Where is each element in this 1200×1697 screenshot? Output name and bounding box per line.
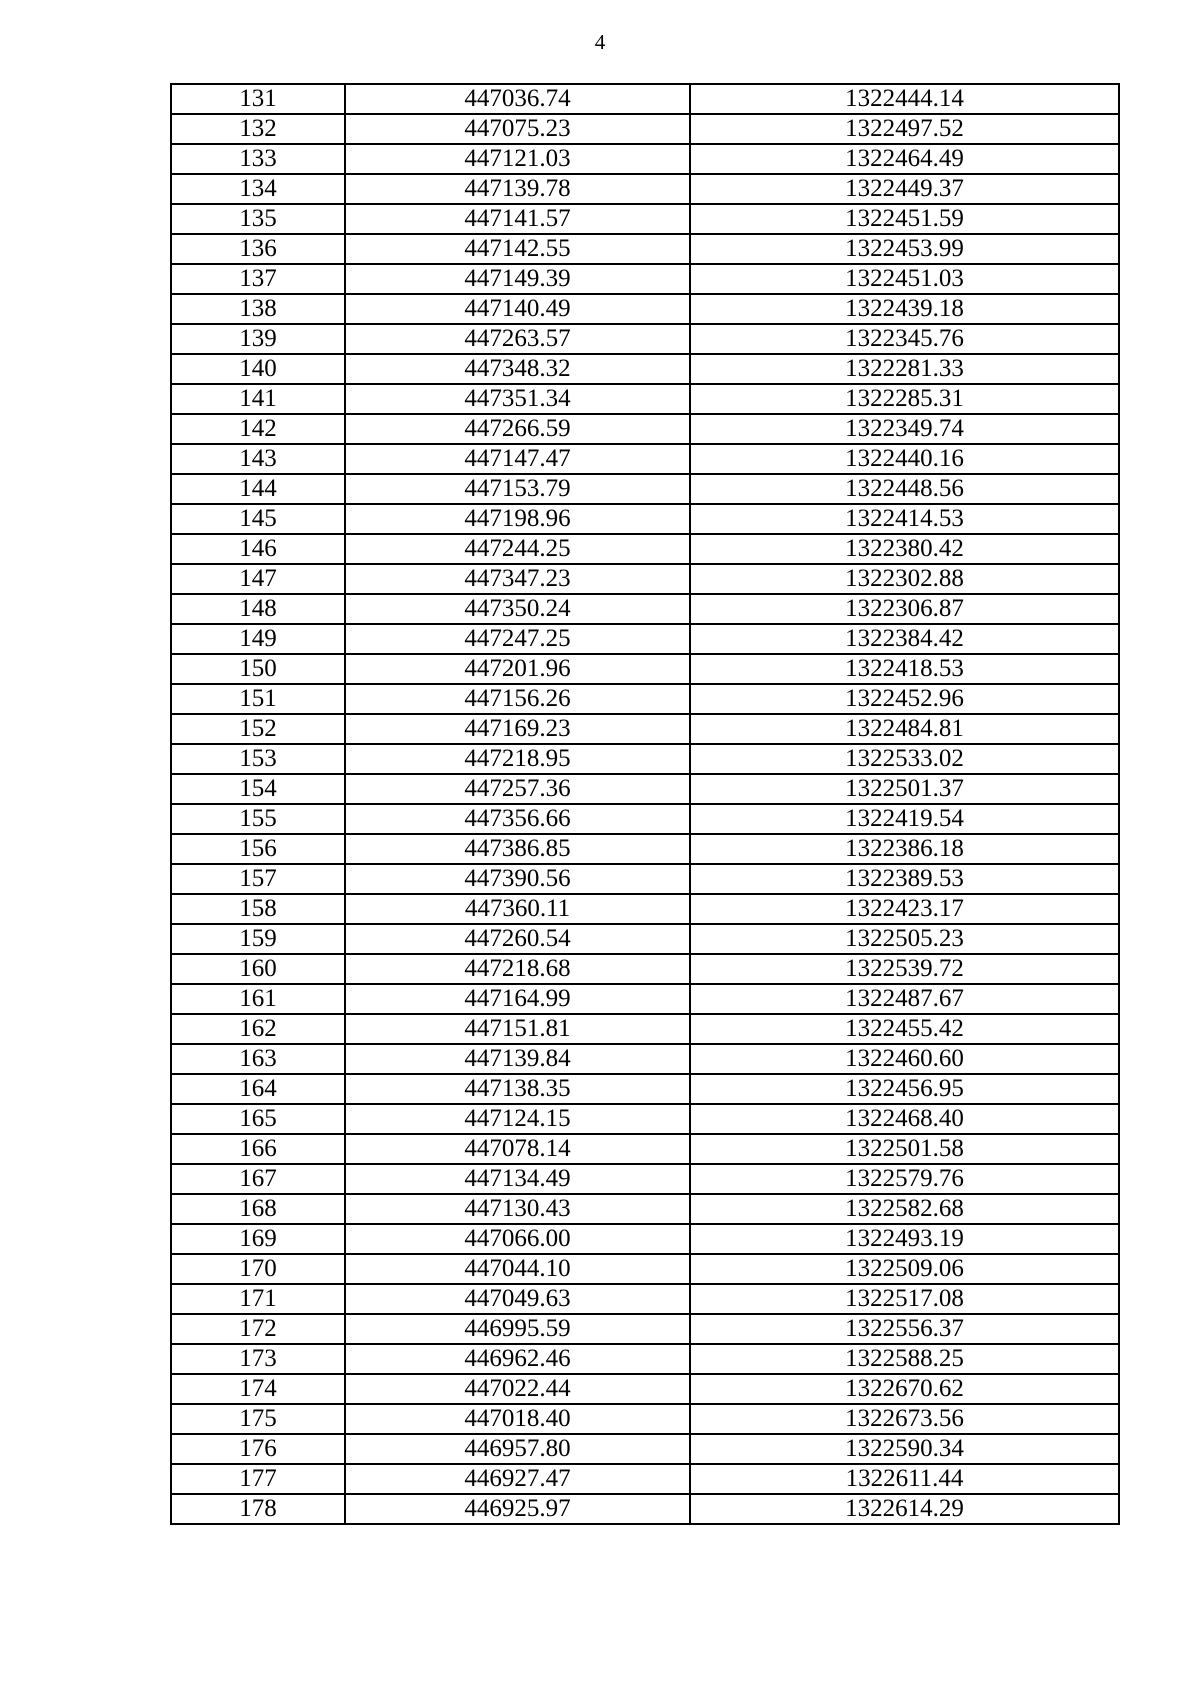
x-coordinate-cell: 447140.49 (345, 294, 690, 324)
coordinates-table-body (171, 84, 1119, 1524)
point-number-cell: 146 (171, 534, 345, 564)
x-coordinate-cell: 447260.54 (345, 924, 690, 954)
y-coordinate-cell: 1322611.44 (690, 1464, 1119, 1494)
point-number-cell: 144 (171, 474, 345, 504)
x-coordinate-cell: 447130.43 (345, 1194, 690, 1224)
point-number-cell: 154 (171, 774, 345, 804)
table-row (171, 1344, 1119, 1374)
table-row (171, 1374, 1119, 1404)
x-coordinate-cell: 447142.55 (345, 234, 690, 264)
point-number-cell: 177 (171, 1464, 345, 1494)
point-number-cell: 145 (171, 504, 345, 534)
table-row (171, 474, 1119, 504)
table-row (171, 864, 1119, 894)
table-row (171, 1074, 1119, 1104)
y-coordinate-cell: 1322497.52 (690, 114, 1119, 144)
x-coordinate-cell: 447049.63 (345, 1284, 690, 1314)
table-row (171, 1404, 1119, 1434)
y-coordinate-cell: 1322579.76 (690, 1164, 1119, 1194)
table-row (171, 84, 1119, 114)
table-row (171, 264, 1119, 294)
table-row (171, 1314, 1119, 1344)
y-coordinate-cell: 1322468.40 (690, 1104, 1119, 1134)
y-coordinate-cell: 1322349.74 (690, 414, 1119, 444)
x-coordinate-cell: 447022.44 (345, 1374, 690, 1404)
point-number-cell: 138 (171, 294, 345, 324)
table-row (171, 594, 1119, 624)
table-row (171, 234, 1119, 264)
y-coordinate-cell: 1322449.37 (690, 174, 1119, 204)
x-coordinate-cell: 447124.15 (345, 1104, 690, 1134)
x-coordinate-cell: 447036.74 (345, 84, 690, 114)
y-coordinate-cell: 1322556.37 (690, 1314, 1119, 1344)
point-number-cell: 172 (171, 1314, 345, 1344)
point-number-cell: 135 (171, 204, 345, 234)
table-row (171, 1014, 1119, 1044)
table-row (171, 684, 1119, 714)
y-coordinate-cell: 1322455.42 (690, 1014, 1119, 1044)
y-coordinate-cell: 1322505.23 (690, 924, 1119, 954)
point-number-cell: 166 (171, 1134, 345, 1164)
x-coordinate-cell: 447198.96 (345, 504, 690, 534)
point-number-cell: 173 (171, 1344, 345, 1374)
table-row (171, 504, 1119, 534)
y-coordinate-cell: 1322456.95 (690, 1074, 1119, 1104)
table-row (171, 804, 1119, 834)
x-coordinate-cell: 447151.81 (345, 1014, 690, 1044)
y-coordinate-cell: 1322487.67 (690, 984, 1119, 1014)
y-coordinate-cell: 1322419.54 (690, 804, 1119, 834)
coordinates-table (170, 83, 1120, 1525)
x-coordinate-cell: 447244.25 (345, 534, 690, 564)
point-number-cell: 156 (171, 834, 345, 864)
point-number-cell: 139 (171, 324, 345, 354)
y-coordinate-cell: 1322418.53 (690, 654, 1119, 684)
point-number-cell: 162 (171, 1014, 345, 1044)
table-row (171, 714, 1119, 744)
point-number-cell: 178 (171, 1494, 345, 1524)
table-row (171, 174, 1119, 204)
table-row (171, 984, 1119, 1014)
x-coordinate-cell: 447153.79 (345, 474, 690, 504)
x-coordinate-cell: 447356.66 (345, 804, 690, 834)
x-coordinate-cell: 446927.47 (345, 1464, 690, 1494)
table-row (171, 1164, 1119, 1194)
table-row (171, 204, 1119, 234)
table-row (171, 1194, 1119, 1224)
table-row (171, 924, 1119, 954)
y-coordinate-cell: 1322484.81 (690, 714, 1119, 744)
point-number-cell: 164 (171, 1074, 345, 1104)
point-number-cell: 176 (171, 1434, 345, 1464)
point-number-cell: 132 (171, 114, 345, 144)
table-row (171, 1284, 1119, 1314)
point-number-cell: 149 (171, 624, 345, 654)
y-coordinate-cell: 1322384.42 (690, 624, 1119, 654)
y-coordinate-cell: 1322448.56 (690, 474, 1119, 504)
y-coordinate-cell: 1322386.18 (690, 834, 1119, 864)
point-number-cell: 170 (171, 1254, 345, 1284)
table-row (171, 1494, 1119, 1524)
x-coordinate-cell: 446957.80 (345, 1434, 690, 1464)
table-row (171, 144, 1119, 174)
y-coordinate-cell: 1322453.99 (690, 234, 1119, 264)
point-number-cell: 159 (171, 924, 345, 954)
point-number-cell: 152 (171, 714, 345, 744)
x-coordinate-cell: 447351.34 (345, 384, 690, 414)
table-row (171, 1104, 1119, 1134)
x-coordinate-cell: 447263.57 (345, 324, 690, 354)
point-number-cell: 133 (171, 144, 345, 174)
table-row (171, 894, 1119, 924)
point-number-cell: 163 (171, 1044, 345, 1074)
x-coordinate-cell: 447164.99 (345, 984, 690, 1014)
point-number-cell: 171 (171, 1284, 345, 1314)
table-row (171, 1044, 1119, 1074)
point-number-cell: 151 (171, 684, 345, 714)
table-row (171, 834, 1119, 864)
y-coordinate-cell: 1322501.37 (690, 774, 1119, 804)
table-row (171, 1434, 1119, 1464)
point-number-cell: 136 (171, 234, 345, 264)
point-number-cell: 147 (171, 564, 345, 594)
x-coordinate-cell: 446995.59 (345, 1314, 690, 1344)
point-number-cell: 148 (171, 594, 345, 624)
table-row (171, 564, 1119, 594)
point-number-cell: 165 (171, 1104, 345, 1134)
point-number-cell: 158 (171, 894, 345, 924)
point-number-cell: 175 (171, 1404, 345, 1434)
table-row (171, 354, 1119, 384)
y-coordinate-cell: 1322444.14 (690, 84, 1119, 114)
x-coordinate-cell: 447149.39 (345, 264, 690, 294)
point-number-cell: 160 (171, 954, 345, 984)
x-coordinate-cell: 447218.68 (345, 954, 690, 984)
point-number-cell: 134 (171, 174, 345, 204)
point-number-cell: 137 (171, 264, 345, 294)
x-coordinate-cell: 447139.78 (345, 174, 690, 204)
x-coordinate-cell: 447075.23 (345, 114, 690, 144)
y-coordinate-cell: 1322451.59 (690, 204, 1119, 234)
table-row (171, 1134, 1119, 1164)
y-coordinate-cell: 1322614.29 (690, 1494, 1119, 1524)
y-coordinate-cell: 1322460.60 (690, 1044, 1119, 1074)
x-coordinate-cell: 447247.25 (345, 624, 690, 654)
table-row (171, 1254, 1119, 1284)
y-coordinate-cell: 1322389.53 (690, 864, 1119, 894)
table-row (171, 744, 1119, 774)
y-coordinate-cell: 1322345.76 (690, 324, 1119, 354)
point-number-cell: 155 (171, 804, 345, 834)
table-row (171, 624, 1119, 654)
x-coordinate-cell: 446962.46 (345, 1344, 690, 1374)
y-coordinate-cell: 1322451.03 (690, 264, 1119, 294)
point-number-cell: 153 (171, 744, 345, 774)
table-row (171, 534, 1119, 564)
table-row (171, 414, 1119, 444)
x-coordinate-cell: 447386.85 (345, 834, 690, 864)
x-coordinate-cell: 447121.03 (345, 144, 690, 174)
y-coordinate-cell: 1322501.58 (690, 1134, 1119, 1164)
y-coordinate-cell: 1322306.87 (690, 594, 1119, 624)
table-row (171, 384, 1119, 414)
point-number-cell: 174 (171, 1374, 345, 1404)
y-coordinate-cell: 1322285.31 (690, 384, 1119, 414)
point-number-cell: 140 (171, 354, 345, 384)
x-coordinate-cell: 447078.14 (345, 1134, 690, 1164)
y-coordinate-cell: 1322464.49 (690, 144, 1119, 174)
table-row (171, 114, 1119, 144)
point-number-cell: 143 (171, 444, 345, 474)
x-coordinate-cell: 447139.84 (345, 1044, 690, 1074)
table-row (171, 774, 1119, 804)
y-coordinate-cell: 1322414.53 (690, 504, 1119, 534)
y-coordinate-cell: 1322673.56 (690, 1404, 1119, 1434)
table-row (171, 324, 1119, 354)
y-coordinate-cell: 1322533.02 (690, 744, 1119, 774)
y-coordinate-cell: 1322380.42 (690, 534, 1119, 564)
x-coordinate-cell: 447360.11 (345, 894, 690, 924)
x-coordinate-cell: 447018.40 (345, 1404, 690, 1434)
table-row (171, 1464, 1119, 1494)
y-coordinate-cell: 1322452.96 (690, 684, 1119, 714)
table-row (171, 954, 1119, 984)
y-coordinate-cell: 1322423.17 (690, 894, 1119, 924)
point-number-cell: 167 (171, 1164, 345, 1194)
table-row (171, 654, 1119, 684)
point-number-cell: 150 (171, 654, 345, 684)
x-coordinate-cell: 447201.96 (345, 654, 690, 684)
x-coordinate-cell: 447141.57 (345, 204, 690, 234)
point-number-cell: 157 (171, 864, 345, 894)
table-row (171, 444, 1119, 474)
x-coordinate-cell: 446925.97 (345, 1494, 690, 1524)
table-row (171, 1224, 1119, 1254)
point-number-cell: 169 (171, 1224, 345, 1254)
x-coordinate-cell: 447134.49 (345, 1164, 690, 1194)
y-coordinate-cell: 1322509.06 (690, 1254, 1119, 1284)
y-coordinate-cell: 1322440.16 (690, 444, 1119, 474)
page-number: 4 (594, 30, 606, 54)
point-number-cell: 141 (171, 384, 345, 414)
x-coordinate-cell: 447218.95 (345, 744, 690, 774)
y-coordinate-cell: 1322588.25 (690, 1344, 1119, 1374)
x-coordinate-cell: 447350.24 (345, 594, 690, 624)
point-number-cell: 161 (171, 984, 345, 1014)
y-coordinate-cell: 1322493.19 (690, 1224, 1119, 1254)
y-coordinate-cell: 1322582.68 (690, 1194, 1119, 1224)
x-coordinate-cell: 447138.35 (345, 1074, 690, 1104)
x-coordinate-cell: 447257.36 (345, 774, 690, 804)
x-coordinate-cell: 447169.23 (345, 714, 690, 744)
x-coordinate-cell: 447266.59 (345, 414, 690, 444)
point-number-cell: 131 (171, 84, 345, 114)
y-coordinate-cell: 1322590.34 (690, 1434, 1119, 1464)
point-number-cell: 142 (171, 414, 345, 444)
y-coordinate-cell: 1322439.18 (690, 294, 1119, 324)
y-coordinate-cell: 1322281.33 (690, 354, 1119, 384)
y-coordinate-cell: 1322517.08 (690, 1284, 1119, 1314)
point-number-cell: 168 (171, 1194, 345, 1224)
x-coordinate-cell: 447044.10 (345, 1254, 690, 1284)
x-coordinate-cell: 447066.00 (345, 1224, 690, 1254)
x-coordinate-cell: 447156.26 (345, 684, 690, 714)
x-coordinate-cell: 447390.56 (345, 864, 690, 894)
y-coordinate-cell: 1322539.72 (690, 954, 1119, 984)
y-coordinate-cell: 1322670.62 (690, 1374, 1119, 1404)
x-coordinate-cell: 447147.47 (345, 444, 690, 474)
table-row (171, 294, 1119, 324)
y-coordinate-cell: 1322302.88 (690, 564, 1119, 594)
x-coordinate-cell: 447347.23 (345, 564, 690, 594)
x-coordinate-cell: 447348.32 (345, 354, 690, 384)
